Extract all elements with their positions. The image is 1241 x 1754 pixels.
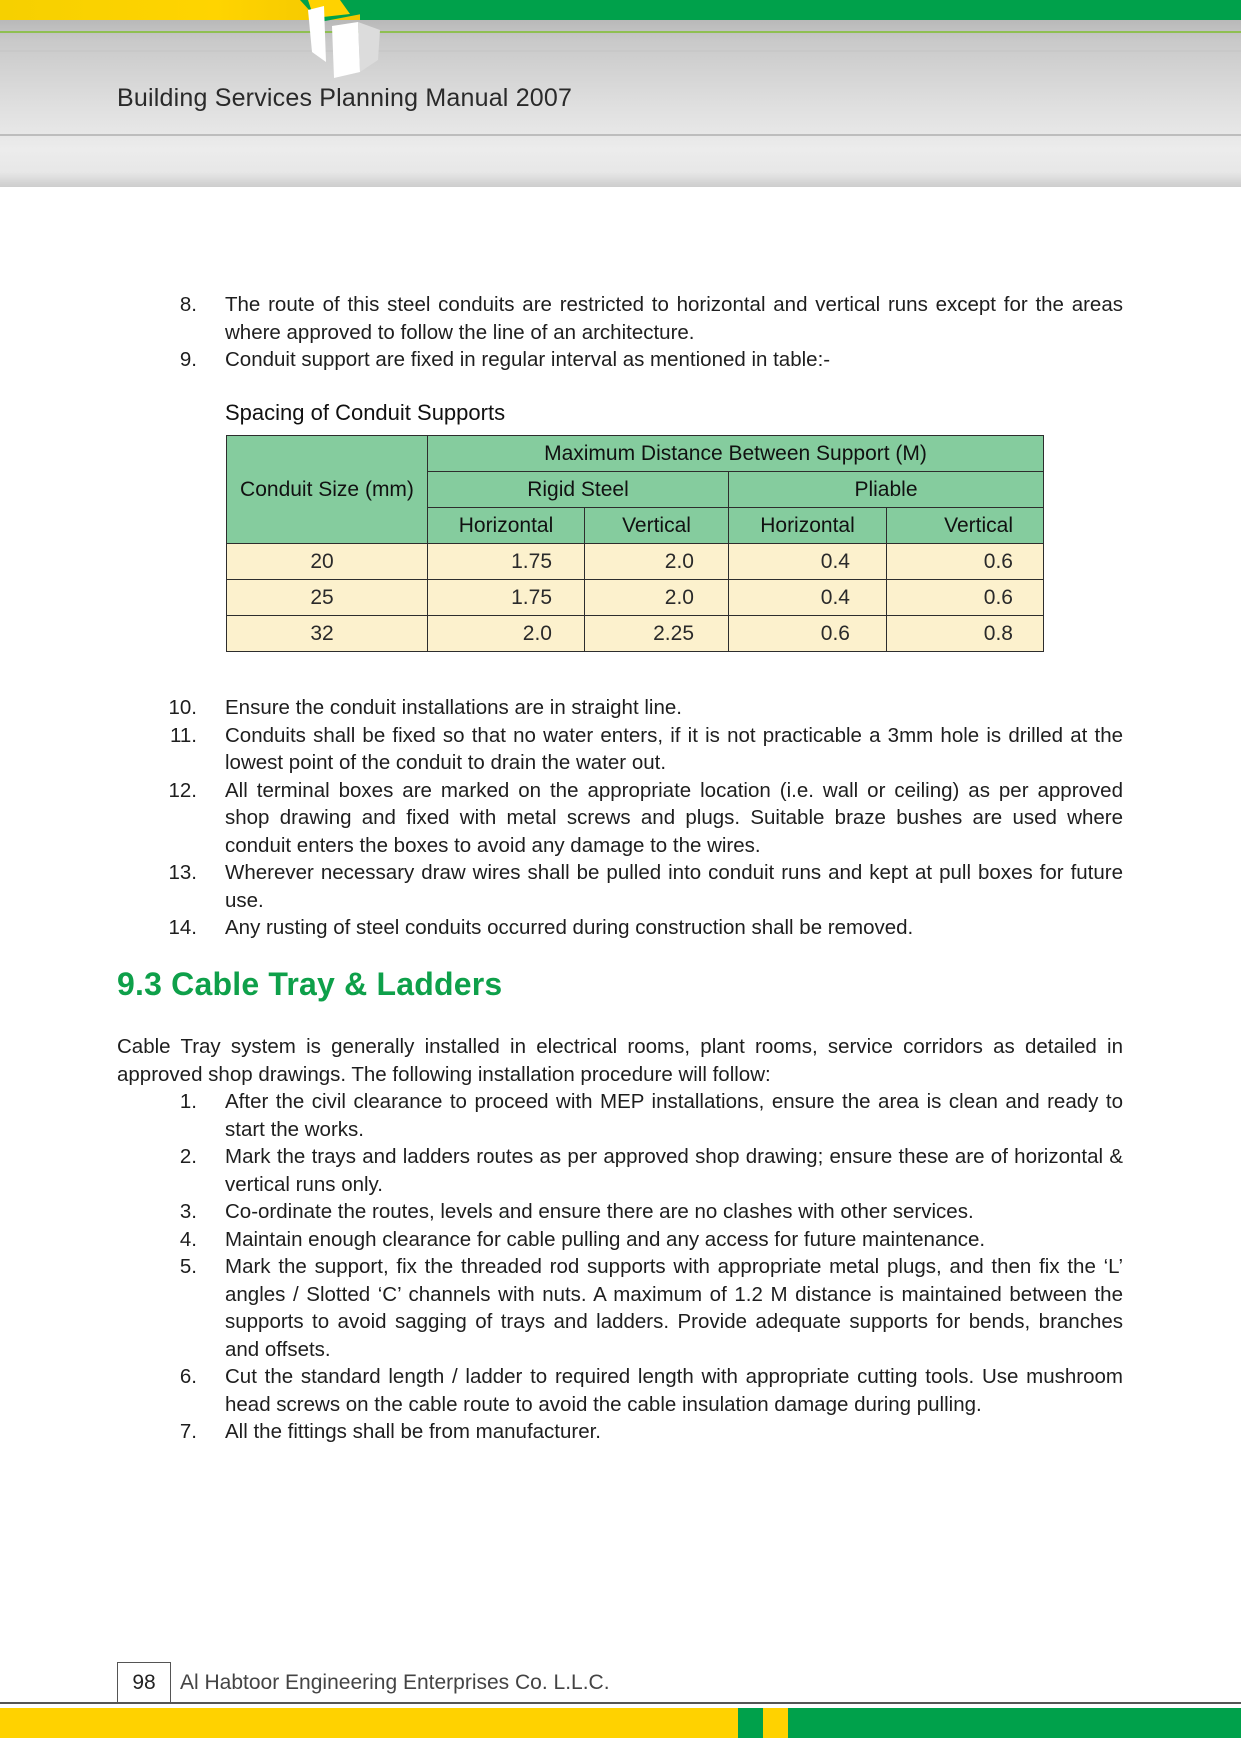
cell-rigid-vertical: 2.0 <box>585 544 729 580</box>
list-item <box>0 777 1241 860</box>
list-item-text: The route of this steel conduits are restricted to horizontal and vertical runs except for the areas where approved to follow the line of an architecture. <box>225 293 1123 344</box>
header-pliable-vertical: Vertical <box>887 508 1044 544</box>
cell-pliable-vertical: 0.8 <box>887 616 1044 652</box>
list-item-text: Co-ordinate the routes, levels and ensure there are no clashes with other services. <box>225 1200 974 1223</box>
list-item-text: Any rusting of steel conduits occurred during construction shall be removed. <box>225 916 914 939</box>
header-green-band <box>360 0 1241 20</box>
footer-green-band <box>788 1708 1241 1738</box>
list-item <box>0 291 1241 346</box>
footer-green-band <box>738 1708 763 1738</box>
list-item-number: 7. <box>179 1420 197 1443</box>
list-item <box>0 859 1241 914</box>
book-logo-icon <box>300 0 430 80</box>
list-item <box>0 1363 1241 1418</box>
list-item-number: 6. <box>179 1365 197 1388</box>
list-item-text: All the fittings shall be from manufacturer. <box>225 1420 602 1443</box>
list-item-number: 3. <box>179 1200 197 1223</box>
list-item-text: Mark the trays and ladders routes as per approved shop drawing; ensure these are of horizontal & vertical runs only. <box>225 1145 1123 1196</box>
list-item <box>0 722 1241 777</box>
header-rule <box>0 134 1241 136</box>
table-body <box>227 544 1044 652</box>
header-rigid-horizontal: Horizontal <box>428 508 585 544</box>
numbered-list-mid <box>0 694 1241 942</box>
list-item <box>0 1253 1241 1363</box>
header-rigid-steel: Rigid Steel <box>428 472 729 508</box>
page-number: 98 <box>117 1662 171 1702</box>
cell-pliable-vertical: 0.6 <box>887 544 1044 580</box>
header-rule <box>0 50 1241 52</box>
numbered-list-bottom <box>0 1088 1241 1446</box>
footer-rule <box>0 1702 1241 1704</box>
list-item-number: 13. <box>168 861 197 884</box>
table-row <box>227 616 1044 652</box>
list-item <box>0 1418 1241 1446</box>
header-rigid-vertical: Vertical <box>585 508 729 544</box>
conduit-support-table <box>226 435 1044 652</box>
header-title: Building Services Planning Manual 2007 <box>117 84 573 112</box>
section-heading: 9.3 Cable Tray & Ladders <box>117 966 503 1002</box>
list-item-text: Conduits shall be fixed so that no water enters, if it is not practicable a 3mm hole is drilled at the lowest point of the conduit to drain the water out. <box>225 723 1123 774</box>
list-item <box>0 1088 1241 1143</box>
list-item-number: 9. <box>179 348 197 371</box>
cell-rigid-vertical: 2.0 <box>585 580 729 616</box>
cell-pliable-horizontal: 0.6 <box>729 616 887 652</box>
footer-yellow-band <box>0 1708 738 1738</box>
list-item <box>0 346 1241 374</box>
list-item-number: 4. <box>179 1227 197 1251</box>
footer-yellow-band <box>763 1708 788 1738</box>
header-shadow <box>0 172 1241 187</box>
cell-conduit-size: 20 <box>227 544 428 580</box>
page-header <box>0 0 1241 187</box>
header-max-distance: Maximum Distance Between Support (M) <box>428 436 1044 472</box>
numbered-list-top <box>0 291 1241 374</box>
list-item-text: After the civil clearance to proceed with MEP installations, ensure the area is clean and ready to start the works. <box>225 1090 1123 1141</box>
list-item-number: 5. <box>179 1255 197 1278</box>
list-item-text: Mark the support, fix the threaded rod supports with appropriate metal plugs, and then fix the ‘L’ angles / Slotted ‘C’ channels with nuts. A maximum of 1.2 M distance is maintained between the supports to avoid sagging of trays and ladders. Provide adequate supports for bends, branches and offsets. <box>225 1255 1123 1361</box>
cell-conduit-size: 32 <box>227 616 428 652</box>
cell-rigid-horizontal: 1.75 <box>428 580 585 616</box>
section-intro: Cable Tray system is generally installed in electrical rooms, plant rooms, service corridors as detailed in approved shop drawings. The following installation procedure will follow: <box>117 1035 1123 1086</box>
list-item-text: Ensure the conduit installations are in straight line. <box>225 696 682 719</box>
list-item-text: Cut the standard length / ladder to required length with appropriate cutting tools. Use mushroom head screws on the cable route to avoid the cable insulation damage during pulling. <box>225 1365 1123 1416</box>
cell-rigid-horizontal: 1.75 <box>428 544 585 580</box>
cell-pliable-vertical: 0.6 <box>887 580 1044 616</box>
list-item-number: 10. <box>168 696 197 719</box>
cell-pliable-horizontal: 0.4 <box>729 544 887 580</box>
header-conduit-size: Conduit Size (mm) <box>227 436 428 544</box>
list-item-number: 14. <box>168 916 197 939</box>
list-item-number: 8. <box>179 293 197 316</box>
list-item-text: Maintain enough clearance for cable pulling and any access for future maintenance. <box>225 1227 986 1251</box>
footer-organization: Al Habtoor Engineering Enterprises Co. L.L.C. <box>180 1671 610 1694</box>
table-row <box>227 580 1044 616</box>
list-item-text: All terminal boxes are marked on the appropriate location (i.e. wall or ceiling) as per approved shop drawing and fixed with metal screws and plugs. Suitable braze bushes are used where conduit enters the boxes to avoid any damage to the wires. <box>225 778 1123 857</box>
cell-pliable-horizontal: 0.4 <box>729 580 887 616</box>
list-item <box>0 1198 1241 1226</box>
list-item <box>0 1143 1241 1198</box>
table-header-row <box>227 436 1044 472</box>
cell-rigid-horizontal: 2.0 <box>428 616 585 652</box>
header-pliable-horizontal: Horizontal <box>729 508 887 544</box>
header-pliable: Pliable <box>729 472 1044 508</box>
list-item <box>0 914 1241 942</box>
list-item-text: Wherever necessary draw wires shall be pulled into conduit runs and kept at pull boxes for future use. <box>225 861 1123 912</box>
table-row <box>227 544 1044 580</box>
list-item-text: Conduit support are fixed in regular interval as mentioned in table:- <box>225 348 831 371</box>
list-item-number: 11. <box>170 723 197 747</box>
list-item <box>0 694 1241 722</box>
list-item-number: 12. <box>168 778 197 802</box>
list-item-number: 1. <box>179 1090 197 1113</box>
list-item <box>0 1226 1241 1254</box>
cell-conduit-size: 25 <box>227 580 428 616</box>
header-rule <box>0 31 1241 33</box>
cell-rigid-vertical: 2.25 <box>585 616 729 652</box>
table-title: Spacing of Conduit Supports <box>225 400 506 425</box>
list-item-number: 2. <box>179 1145 197 1168</box>
